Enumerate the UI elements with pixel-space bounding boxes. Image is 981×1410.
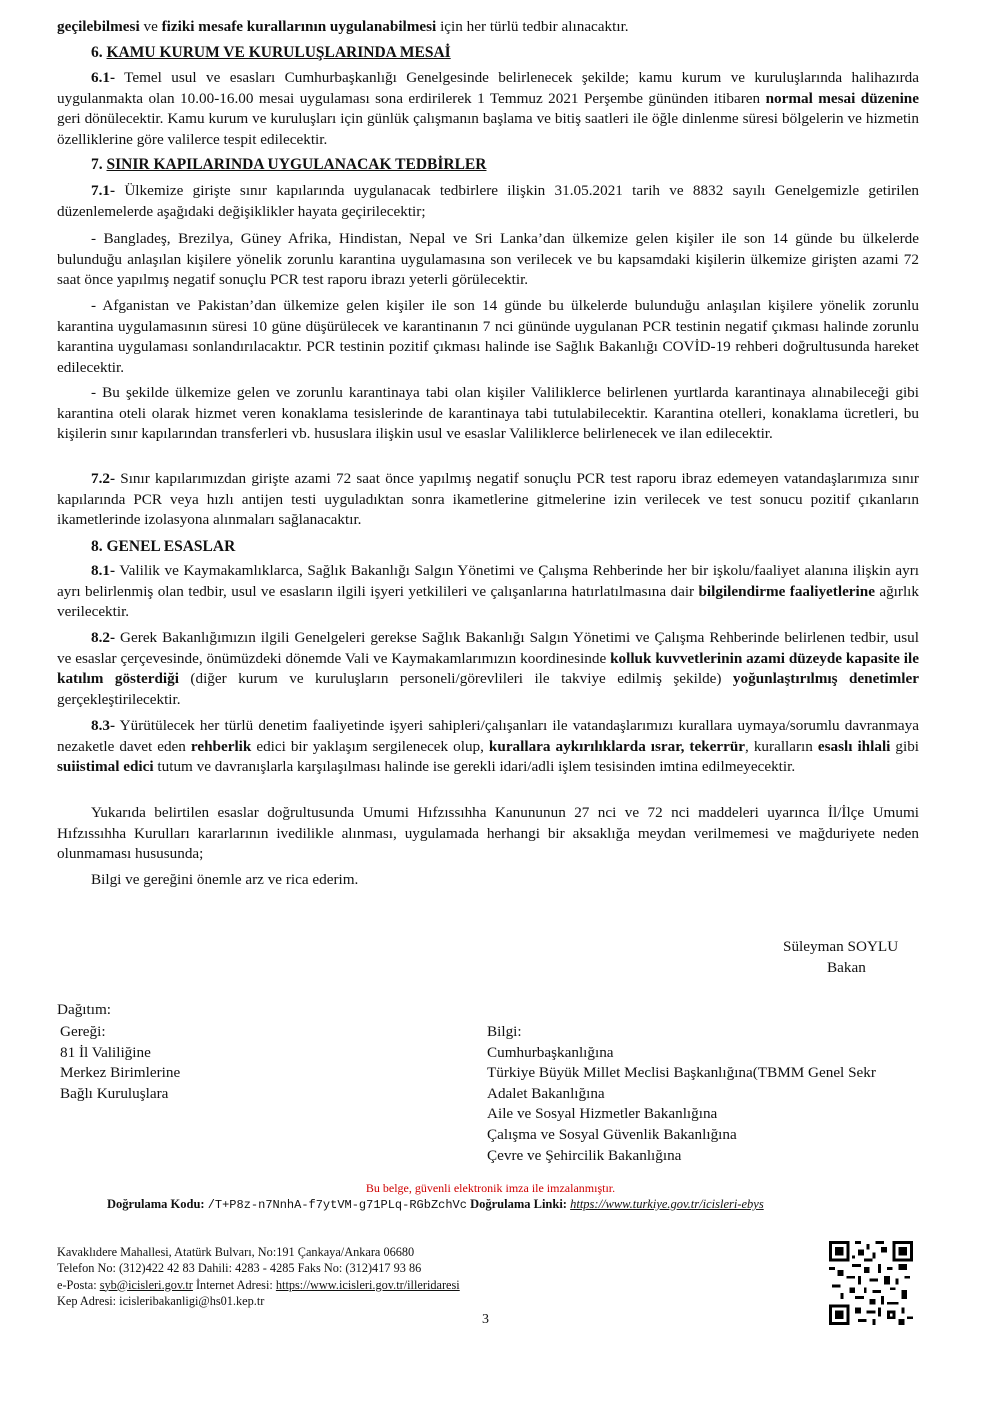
item-number: 8.2- <box>91 629 116 646</box>
bilgi-item: Aile ve Sosyal Hizmetler Bakanlığına <box>487 1105 718 1123</box>
paragraph-8-1 <box>57 561 919 623</box>
web-label: İnternet Adresi: <box>192 1277 276 1292</box>
text: edici bir yaklaşım sergilenecek olup, <box>251 737 489 755</box>
text: geri dönülecektir. Kamu kurum ve kuruluşları için günlük çalışmanın başlama ve bitiş saatleri ile öğle dinlenme süresi bölgelerin ve hizmetin özelliklerine göre valilerce tespit edilecektir. <box>57 110 919 148</box>
footer-email-web <box>57 1277 460 1293</box>
paragraph-7-1 <box>57 181 919 222</box>
signature-title: Bakan <box>827 959 866 976</box>
bilgi-item: Adalet Bakanlığına <box>487 1084 605 1102</box>
paragraph-8-3 <box>57 716 919 778</box>
email-link[interactable]: syb@icisleri.gov.tr <box>99 1277 193 1292</box>
footer-contact <box>57 1244 460 1309</box>
distribution-gereği <box>60 1022 180 1104</box>
text: Yürütülecek her türlü denetim faaliyetinde işyeri sahipleri/çalışanları ile vatandaşlarımızı kurallara uymaya/sorumlu davranmaya nezaketle davet eden <box>57 717 919 755</box>
web-link[interactable]: https://www.icisleri.gov.tr/illeridaresi <box>275 1277 460 1292</box>
e-signature-note: Bu belge, güvenli elektronik imza ile imzalanmıştır. <box>365 1181 616 1195</box>
text: Ülkemize girişte sınır kapılarında uygulanacak tedbirlere ilişkin 31.05.2021 tarih ve 8832 sayılı Genelgemizle getirilen düzenlemelerde aşağıdaki değişiklikler hayata geçirilecektir; <box>57 182 919 220</box>
bilgi-item: Türkiye Büyük Millet Meclisi Başkanlığına(TBMM Genel Sekr <box>487 1064 876 1082</box>
qr-code <box>829 1241 913 1325</box>
section-heading-7 <box>91 155 486 175</box>
section-heading-6 <box>91 43 451 63</box>
footer-address: Kavaklıdere Mahallesi, Atatürk Bulvarı, No:191 Çankaya/Ankara 06680 <box>57 1245 415 1259</box>
bold-text: rehberlik <box>190 737 252 755</box>
bullet-7-1-a: - Bangladeş, Brezilya, Güney Afrika, Hindistan, Nepal ve Sri Lanka’dan ülkemize gelen kişiler ile son 14 günde bu ülkelerde bulunduğu anlaşılan kişilere yönelik zorunlu karantina uygulamasına son verilecek ve bu kapsamdaki kişilerin ülkemize girişten azami 72 saat önce yapılmış negatif sonuçlu PCR test raporu ibrazı yeterli görülecektir. <box>57 230 919 288</box>
bilgi-item: Çevre ve Şehircilik Bakanlığına <box>487 1146 682 1164</box>
closing-paragraph: Yukarıda belirtilen esaslar doğrultusunda Umumi Hıfzıssıhha Kanununun 27 nci ve 72 nci maddeleri uyarınca İl/İlçe Umumi Hıfzıssıhha Kurulları kararlarının ivedilikle alınması, uygulamada herhangi bir aksaklığa meydan verilmemesi ve mağduriyete neden olunmaması hususunda; <box>57 804 919 862</box>
item-number: 8.1- <box>91 562 116 579</box>
paragraph-6-1 <box>57 68 919 150</box>
paragraph-7-2 <box>57 469 919 531</box>
bold-text: geçilebilmesi <box>57 18 140 35</box>
heading-number: 7. <box>91 156 107 173</box>
text: , kuralların <box>745 737 818 755</box>
heading-title: SINIR KAPILARINDA UYGULANACAK TEDBİRLER <box>106 156 487 173</box>
text: gerçekleştirilecektir. <box>57 690 181 708</box>
bold-text: kurallara aykırılıklarda ısrar, tekerrür <box>488 737 746 755</box>
distribution-bilgi <box>487 1022 923 1166</box>
bold-text: bilgilendirme faaliyetlerine <box>698 582 875 600</box>
bullet-7-1-b: - Afganistan ve Pakistan’dan ülkemize gelen kişiler ile son 14 günde bu ülkelerde bulunduğu anlaşılan kişilere yönelik zorunlu karantina uygulamasının süresi 10 güne düşürülecek ve karantinanın 7 nci gününde uygulanan PCR testinin negatif çıkması halinde zorunlu karantina uygulaması sonlandırılacaktır. PCR testinin pozitif çıkması halinde ise Sağlık Bakanlığı COVİD-19 rehberi doğrultusunda hareket edilecektir. <box>57 297 919 376</box>
text: (diğer kurum ve kuruluşların personeli/görevlileri ile takviye edilmiş şekilde) <box>178 670 733 687</box>
gereği-item: 81 İl Valiliğine <box>60 1043 151 1061</box>
verification-link-label: Doğrulama Linki: <box>470 1197 567 1211</box>
heading-number: 6. <box>91 44 107 61</box>
text: Gerek Bakanlığımızın ilgili Genelgeleri gerekse Sağlık Bakanlığı Salgın Yönetimi ve Çalışma Rehberinde belirlenen tedbir, usul ve esaslar çerçevesinde, önümüzdeki dönemde Vali ve Kaymakamlarımızın koordinesinde <box>57 629 919 667</box>
verification-line <box>107 1197 764 1212</box>
gereği-label: Gereği: <box>60 1023 106 1040</box>
item-number: 6.1- <box>91 69 116 86</box>
bilgi-item: Çalışma ve Sosyal Güvenlik Bakanlığına <box>487 1125 737 1143</box>
verification-link[interactable]: https://www.turkiye.gov.tr/icisleri-ebys <box>570 1197 764 1211</box>
section-heading-8 <box>91 537 235 557</box>
paragraph-continuation <box>57 17 919 38</box>
item-number: 7.2- <box>91 470 116 487</box>
text: ve <box>139 18 162 35</box>
heading-number: 8. <box>91 538 107 555</box>
distribution-label: Dağıtım: <box>57 1001 111 1018</box>
bold-text: kolluk kuvvetlerinin azami düzeyde kapasite ile katılım gösterdiği <box>57 649 919 687</box>
item-number: 7.1- <box>91 182 116 199</box>
heading-title: GENEL ESASLAR <box>106 538 236 555</box>
footer-kep: Kep Adresi: icisleribakanligi@hs01.kep.tr <box>57 1293 265 1308</box>
bold-text: yoğunlaştırılmış denetimler <box>732 670 919 687</box>
bilgi-label: Bilgi: <box>487 1023 522 1040</box>
bold-text: normal mesai düzenine <box>765 89 919 107</box>
footer-phone: Telefon No: (312)422 42 83 Dahili: 4283 - 4285 Faks No: (312)417 93 86 <box>57 1261 422 1276</box>
text: Temel usul ve esasları Cumhurbaşkanlığı Genelgesinde belirlenecek şekilde; kamu kurum ve kuruluşlarında halihazırda uygulanmakta olan 10.00-16.00 mesai uygulaması sona erdirilerek 1 Temmuz 2021 Perşembe gününden itibaren <box>57 69 919 107</box>
bold-text: esaslı ihlali <box>817 737 891 755</box>
bullet-7-1-c: - Bu şekilde ülkemize gelen ve zorunlu karantinaya tabi olan kişiler Valiliklerce belirlenen yurtlarda karantinaya alınabileceği gibi karantina oteli olarak hizmet veren konaklama tesislerinde de karantinaya tabi tutulabilecektir. Karantina otelleri, konaklama ücretleri, bu kişilerin sınır kapılarından transferleri vb. hususlara ilişkin usul ve esaslar Valiliklerce belirlenecek ve ilan edilecektir. <box>57 384 919 442</box>
text: ağırlık verilecektir. <box>57 582 919 620</box>
verification-code-label: Doğrulama Kodu: <box>107 1197 205 1211</box>
paragraph-8-2 <box>57 628 919 710</box>
text: gibi <box>890 737 920 755</box>
bilgi-item: Cumhurbaşkanlığına <box>487 1043 614 1061</box>
text: Valilik ve Kaymakamlıklarca, Sağlık Bakanlığı Salgın Yönetimi ve Çalışma Rehberinde her bir işkolu/faaliyet alanına ilişkin ayrı ayrı belirlenmiş olan tedbir, usul ve esasların ilgili işyeri yetkilileri ve çalışanlarına hatırlatılmasına dair <box>57 562 919 600</box>
email-label: e-Posta: <box>57 1277 100 1292</box>
signature-name: Süleyman SOYLU <box>783 938 899 955</box>
item-number: 8.3- <box>91 717 116 734</box>
verification-code: /T+P8z-n7NnhA-f7ytVM-g71PLq-RGbZchVc <box>207 1198 467 1212</box>
heading-title: KAMU KURUM VE KURULUŞLARINDA MESAİ <box>106 44 451 61</box>
gereği-item: Bağlı Kuruluşlara <box>60 1084 169 1102</box>
bold-text: fiziki mesafe kurallarının uygulanabilmesi <box>161 18 437 35</box>
bold-text: suiistimal edici <box>57 758 154 775</box>
text: için her türlü tedbir alınacaktır. <box>436 18 629 35</box>
gereği-item: Merkez Birimlerine <box>60 1064 181 1082</box>
text: Sınır kapılarımızdan girişte azami 72 saat önce yapılmış negatif sonuçlu PCR test raporu ibraz edemeyen vatandaşlarımıza sınır kapılarında PCR veya hızlı antijen testi uyguladıktan sonra ikametlerine gitmelerine izin verilecek ve test sonucu pozitif çıkanların ikametlerinde izolasyona alınmaları sağlanacaktır. <box>57 470 919 528</box>
request-line: Bilgi ve gereğini önemle arz ve rica ederim. <box>91 871 359 888</box>
page-number: 3 <box>482 1312 489 1327</box>
text: tutum ve davranışlarla karşılaşılması halinde ise gerekli idari/adli işlem tesisinden imtina edilmeyecektir. <box>153 758 796 775</box>
